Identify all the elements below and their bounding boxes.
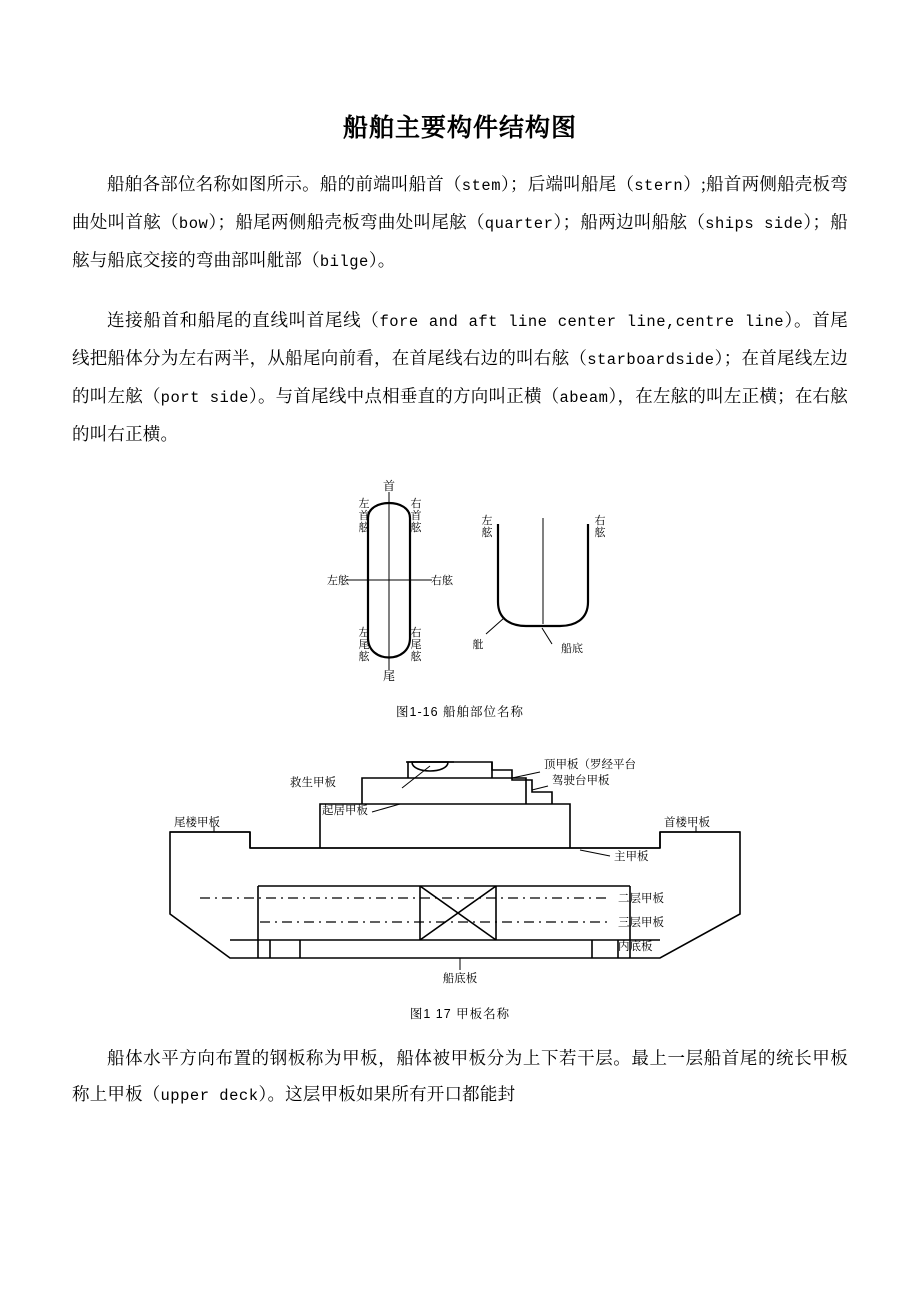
label-right-bow-1: 右 bbox=[410, 498, 422, 510]
figure-2 bbox=[72, 726, 848, 1022]
text-run: 连接船首和船尾的直线叫首尾线（ bbox=[107, 310, 380, 330]
label-right-quarter-3: 舷 bbox=[410, 651, 422, 663]
label-section-right-2: 舷 bbox=[594, 527, 606, 539]
text-run: bilge bbox=[319, 253, 369, 271]
label-left-quarter-1: 左 bbox=[358, 627, 370, 639]
text-run: ）；后端叫船尾（ bbox=[501, 174, 635, 194]
text-run: starboardside bbox=[587, 351, 715, 369]
label-second-deck: 二层甲板 bbox=[618, 893, 664, 905]
label-right-quarter-2: 尾 bbox=[410, 639, 422, 651]
label-left-bow-2: 首 bbox=[358, 510, 370, 522]
text-run: upper deck bbox=[160, 1087, 259, 1105]
label-right-quarter-1: 右 bbox=[410, 627, 422, 639]
text-run: 船舶各部位名称如图所示。船的前端叫船首（ bbox=[107, 174, 462, 194]
label-section-left-1: 左 bbox=[481, 515, 493, 527]
label-top-deck: 顶甲板（罗经平台 bbox=[544, 759, 636, 771]
text-run: ）;船首两侧船壳板弯曲处叫首舷（ bbox=[72, 174, 848, 232]
text-run: ）；船两边叫船舷（ bbox=[553, 212, 706, 232]
figure-2-drawing bbox=[140, 726, 780, 1006]
label-third-deck: 三层甲板 bbox=[618, 917, 664, 929]
paragraph-3 bbox=[72, 1022, 848, 1114]
figure-1-caption: 图1-16 船舶部位名称 bbox=[396, 705, 524, 719]
text-run: ）。首尾线把船体分为左右两半，从船尾向前看，在首尾线右边的叫右舷（ bbox=[72, 310, 848, 368]
text-run: ）；船尾两侧船壳板弯曲处叫尾舷（ bbox=[208, 212, 485, 232]
label-right-bow-2: 首 bbox=[410, 510, 422, 522]
figure-1 bbox=[72, 474, 848, 720]
text-run: ）。与首尾线中点相垂直的方向叫正横（ bbox=[248, 386, 560, 406]
text-run: ）；船舷与船底交接的弯曲部叫舭部（ bbox=[72, 212, 849, 270]
label-right-side: 右舷 bbox=[431, 575, 453, 587]
text-run: ）；在首尾线左边的叫左舷（ bbox=[72, 348, 848, 406]
label-left-side: 左舷 bbox=[327, 575, 349, 587]
text-run: ships side bbox=[705, 215, 804, 233]
label-stern: 尾 bbox=[382, 669, 396, 683]
text-run: port side bbox=[160, 389, 249, 407]
label-left-bow-1: 左 bbox=[358, 498, 370, 510]
text-run: ），在左舷的叫左正横；在右舷的叫右正横。 bbox=[72, 386, 848, 444]
text-run: stem bbox=[461, 177, 502, 195]
text-run: abeam bbox=[559, 389, 609, 407]
page-title: 船舶主要构件结构图 bbox=[342, 114, 577, 142]
text-run: stern bbox=[634, 177, 684, 195]
label-bow-top: 首 bbox=[382, 479, 396, 493]
label-accommodation-deck: 起居甲板 bbox=[322, 805, 368, 817]
figure-1-drawing bbox=[260, 474, 660, 704]
text-run: ）。 bbox=[368, 250, 396, 270]
label-left-quarter-3: 舷 bbox=[358, 651, 370, 663]
text-run: ）。这层甲板如果所有开口都能封 bbox=[258, 1084, 516, 1104]
label-bottom-plate: 船底板 bbox=[442, 973, 478, 985]
text-run: bow bbox=[178, 215, 209, 233]
text-run: fore and aft line center line,centre line bbox=[379, 313, 785, 331]
text-run: quarter bbox=[484, 215, 554, 233]
label-left-bow-3: 舷 bbox=[358, 522, 370, 534]
label-section-right-1: 右 bbox=[594, 515, 606, 527]
label-inner-bottom: 内底板 bbox=[618, 941, 653, 953]
label-main-deck: 主甲板 bbox=[614, 851, 649, 863]
label-bottom: 船底 bbox=[561, 643, 583, 655]
label-bilge: 舭 bbox=[472, 639, 484, 651]
paragraph-1 bbox=[72, 144, 848, 280]
label-right-bow-3: 舷 bbox=[410, 522, 422, 534]
label-bridge-deck: 驾驶台甲板 bbox=[552, 775, 610, 787]
label-left-quarter-2: 尾 bbox=[358, 639, 370, 651]
figure-2-caption: 图1 17 甲板名称 bbox=[409, 1007, 511, 1021]
text-run: 船体水平方向布置的钢板称为甲板，船体被甲板分为上下若干层。最上一层船首尾的统长甲板称上甲板（ bbox=[72, 1048, 848, 1104]
label-lifeboat-deck: 救生甲板 bbox=[290, 777, 336, 789]
label-section-left-2: 舷 bbox=[481, 527, 493, 539]
paragraph-2 bbox=[72, 280, 848, 452]
label-poop-deck: 尾楼甲板 bbox=[174, 817, 220, 829]
label-forecastle-deck: 首楼甲板 bbox=[664, 817, 710, 829]
